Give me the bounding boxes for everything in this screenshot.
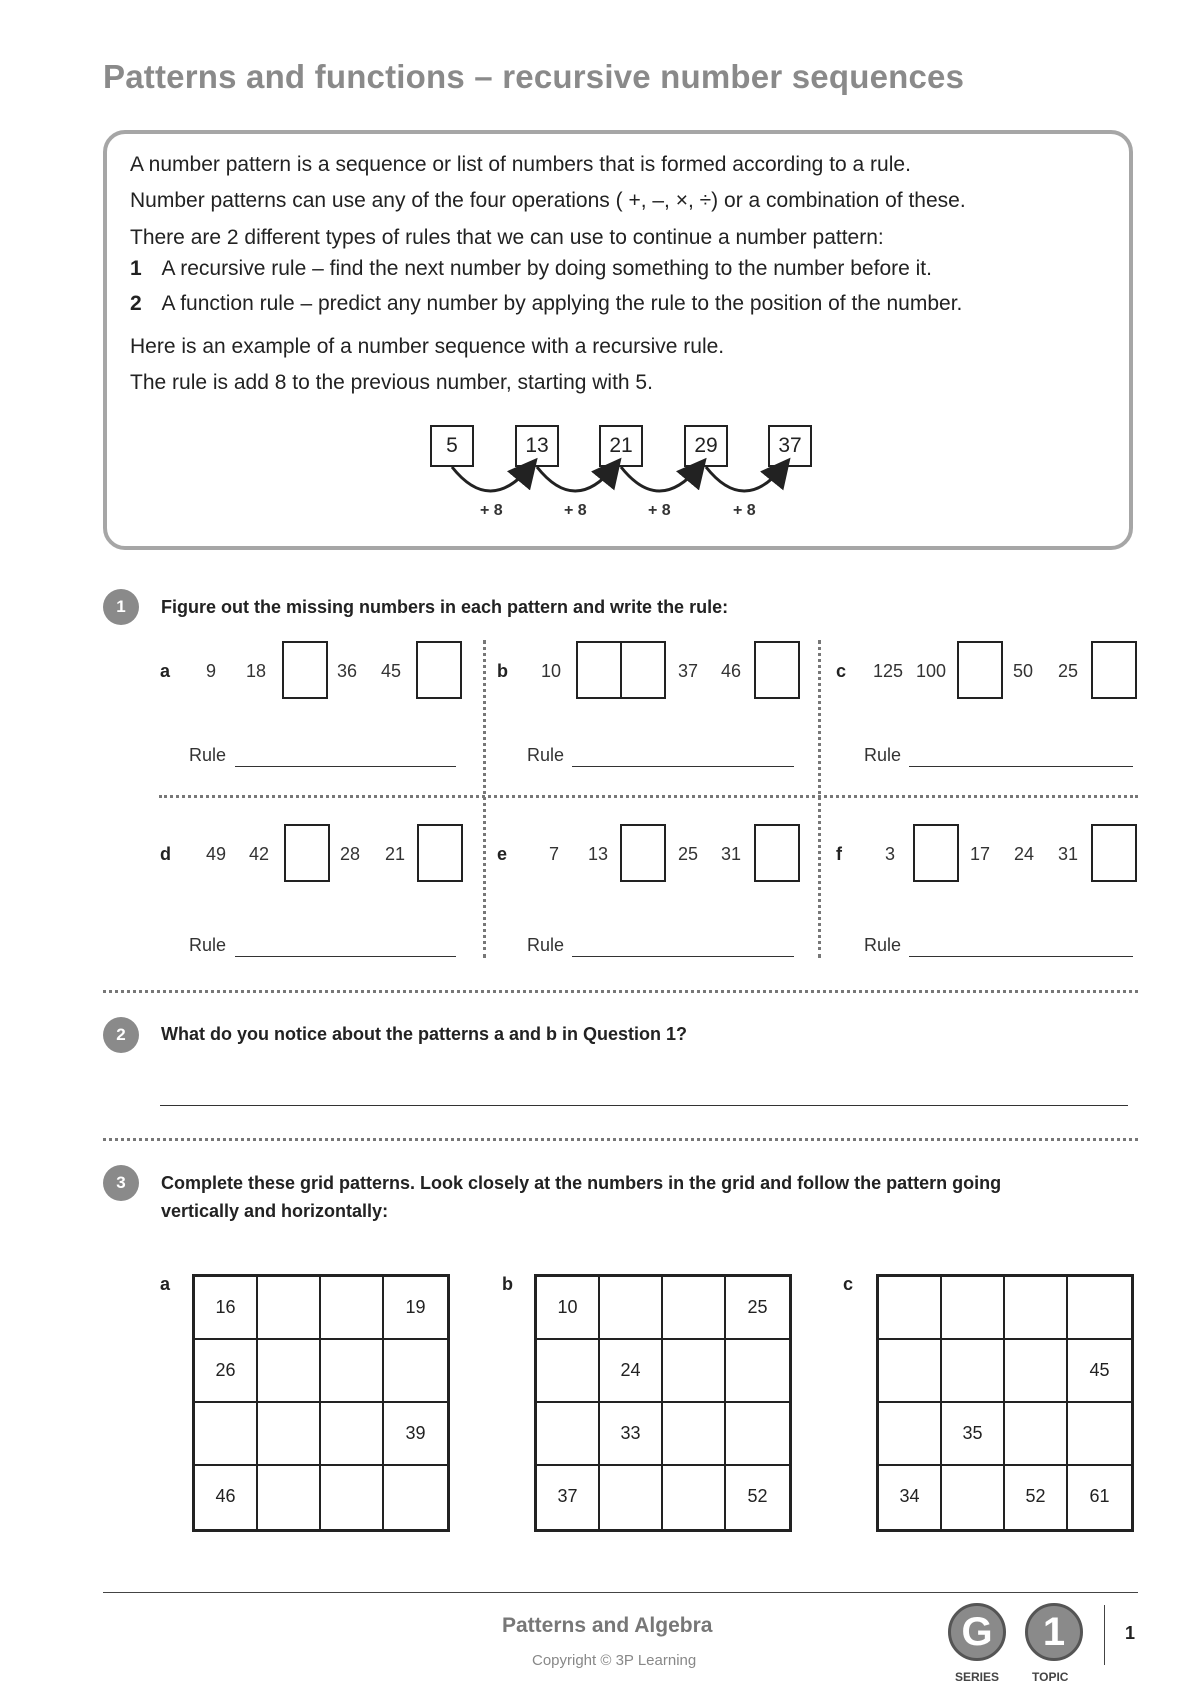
grid-cell: 19 xyxy=(384,1277,447,1340)
intro-line-1: A number pattern is a sequence or list of numbers that is formed according to a rule. xyxy=(130,153,911,176)
pattern-number: 42 xyxy=(249,844,270,864)
answer-box[interactable] xyxy=(913,824,959,882)
sequence-box: 5 xyxy=(430,425,474,467)
rule-label: Rule xyxy=(189,935,227,955)
question-number-1: 1 xyxy=(103,589,139,625)
question-number-3: 3 xyxy=(103,1165,139,1201)
grid-cell[interactable] xyxy=(600,1277,663,1340)
grid-cell[interactable] xyxy=(663,1466,726,1529)
grid-letter: b xyxy=(502,1274,513,1294)
pattern-letter: b xyxy=(497,661,508,681)
example-line-1: Here is an example of a number sequence with a recursive rule. xyxy=(130,335,725,358)
grid-cell[interactable] xyxy=(663,1277,726,1340)
grid-cell[interactable] xyxy=(321,1403,384,1466)
sequence-arrows xyxy=(0,0,1200,560)
example-line-2: The rule is add 8 to the previous number, starting with 5. xyxy=(130,371,653,394)
grid-cell[interactable] xyxy=(537,1340,600,1403)
step-label: + 8 xyxy=(733,502,756,519)
rule-label: Rule xyxy=(527,745,565,765)
grid-cell: 37 xyxy=(537,1466,600,1529)
step-label: + 8 xyxy=(564,502,587,519)
topic-badge-icon: 1 xyxy=(1025,1603,1083,1661)
topic-label: TOPIC xyxy=(1032,1670,1069,1684)
pattern-number: 7 xyxy=(549,844,560,864)
grid-cell: 52 xyxy=(1005,1466,1068,1529)
rule-answer-line[interactable] xyxy=(572,956,794,957)
sequence-box: 29 xyxy=(684,425,728,467)
pattern-letter: d xyxy=(160,844,171,864)
number-grid-b xyxy=(534,1274,792,1532)
grid-cell[interactable] xyxy=(1005,1340,1068,1403)
rule-answer-line[interactable] xyxy=(909,766,1133,767)
answer-box[interactable] xyxy=(576,641,622,699)
pattern-number: 21 xyxy=(385,844,406,864)
divider xyxy=(818,640,821,958)
grid-cell[interactable] xyxy=(1068,1403,1131,1466)
rule-answer-line[interactable] xyxy=(235,766,456,767)
pattern-number: 31 xyxy=(1058,844,1079,864)
answer-box[interactable] xyxy=(620,824,666,882)
grid-cell: 61 xyxy=(1089,1486,1110,1506)
grid-cell: 26 xyxy=(195,1340,258,1403)
pattern-number: 13 xyxy=(588,844,609,864)
grid-letter: c xyxy=(843,1274,854,1294)
grid-cell: 16 xyxy=(195,1277,258,1340)
footer-copyright: Copyright © 3P Learning xyxy=(532,1652,697,1669)
step-label: + 8 xyxy=(480,502,503,519)
pattern-number: 24 xyxy=(1014,844,1035,864)
answer-box[interactable] xyxy=(417,824,463,882)
grid-cell[interactable] xyxy=(1005,1277,1068,1340)
grid-cell[interactable] xyxy=(258,1340,321,1403)
sequence-box: 21 xyxy=(599,425,643,467)
answer-box[interactable] xyxy=(957,641,1003,699)
grid-cell: 39 xyxy=(384,1403,447,1466)
pattern-number: 25 xyxy=(678,844,699,864)
pattern-letter: c xyxy=(836,661,847,681)
pattern-number: 17 xyxy=(970,844,991,864)
rule-label: Rule xyxy=(864,935,902,955)
pattern-letter: a xyxy=(160,661,171,681)
grid-cell[interactable] xyxy=(663,1403,726,1466)
grid-cell: 52 xyxy=(747,1486,768,1506)
pattern-number: 46 xyxy=(721,661,742,681)
grid-cell[interactable] xyxy=(258,1466,321,1529)
arrow-icon xyxy=(621,467,699,491)
pattern-number: 18 xyxy=(246,661,267,681)
grid-cell: 45 xyxy=(1068,1340,1131,1403)
sequence-box: 37 xyxy=(768,425,812,467)
pattern-letter: e xyxy=(497,844,508,864)
sequence-box: 13 xyxy=(515,425,559,467)
answer-line[interactable] xyxy=(160,1105,1128,1106)
grid-cell[interactable] xyxy=(1005,1403,1068,1466)
grid-cell[interactable] xyxy=(726,1403,789,1466)
intro-line-2: Number patterns can use any of the four operations ( +, –, ×, ÷) or a combination of these. xyxy=(130,189,966,212)
pattern-number: 50 xyxy=(1013,661,1034,681)
grid-cell[interactable] xyxy=(537,1403,600,1466)
grid-cell[interactable] xyxy=(726,1340,789,1403)
divider xyxy=(483,640,486,958)
grid-cell[interactable] xyxy=(384,1466,447,1529)
grid-cell[interactable] xyxy=(321,1466,384,1529)
rule-item-text: A function rule – predict any number by applying the rule to the position of the number. xyxy=(161,292,963,315)
answer-box[interactable] xyxy=(284,824,330,882)
divider xyxy=(159,795,1138,798)
grid-cell: 24 xyxy=(600,1340,663,1403)
grid-letter: a xyxy=(160,1274,171,1294)
grid-cell[interactable] xyxy=(879,1403,942,1466)
arrow-icon xyxy=(537,467,614,491)
answer-box[interactable] xyxy=(416,641,462,699)
question-2-prompt: What do you notice about the patterns a and b in Question 1? xyxy=(161,1024,688,1044)
rule-answer-line[interactable] xyxy=(235,956,456,957)
grid-cell[interactable] xyxy=(942,1277,1005,1340)
grid-cell[interactable] xyxy=(879,1340,942,1403)
grid-cell: 10 xyxy=(537,1277,600,1340)
answer-box[interactable] xyxy=(282,641,328,699)
question-3-prompt-line-1: Complete these grid patterns. Look closely at the numbers in the grid and follow the pattern going xyxy=(161,1173,1002,1193)
pattern-number: 9 xyxy=(206,661,217,681)
grid-cell[interactable] xyxy=(879,1277,942,1340)
rule-answer-line[interactable] xyxy=(572,766,794,767)
arrow-icon xyxy=(452,467,530,491)
grid-cell[interactable] xyxy=(942,1340,1005,1403)
answer-box[interactable] xyxy=(754,641,800,699)
grid-cell[interactable] xyxy=(1068,1277,1131,1340)
footer-divider xyxy=(1104,1605,1105,1665)
grid-cell[interactable] xyxy=(258,1277,321,1340)
grid-cell: 34 xyxy=(879,1466,942,1529)
pattern-number: 100 xyxy=(916,661,947,681)
question-1-prompt: Figure out the missing numbers in each pattern and write the rule: xyxy=(161,597,729,617)
grid-cell[interactable] xyxy=(663,1340,726,1403)
question-3-prompt-line-2: vertically and horizontally: xyxy=(161,1201,389,1221)
pattern-number: 37 xyxy=(678,661,699,681)
pattern-number: 3 xyxy=(885,844,896,864)
grid-cell[interactable] xyxy=(600,1466,663,1529)
grid-cell: 35 xyxy=(942,1403,1005,1466)
number-grid-c xyxy=(876,1274,1134,1532)
pattern-number: 45 xyxy=(381,661,402,681)
pattern-number: 36 xyxy=(337,661,358,681)
grid-cell[interactable] xyxy=(384,1340,447,1403)
grid-cell[interactable] xyxy=(258,1403,321,1466)
answer-box[interactable] xyxy=(1091,824,1137,882)
pattern-number: 49 xyxy=(206,844,227,864)
arrow-icon xyxy=(706,467,783,491)
intro-line-3: There are 2 different types of rules that we can use to continue a number pattern: xyxy=(130,226,884,249)
answer-box[interactable] xyxy=(754,824,800,882)
grid-cell: 25 xyxy=(726,1277,789,1340)
number-grid-a xyxy=(192,1274,450,1532)
pattern-number: 10 xyxy=(541,661,562,681)
grid-cell[interactable] xyxy=(321,1277,384,1340)
answer-box[interactable] xyxy=(1091,641,1137,699)
question-number-2: 2 xyxy=(103,1017,139,1053)
section-divider xyxy=(103,990,1138,993)
rule-item-text: A recursive rule – find the next number by doing something to the number before it. xyxy=(161,257,932,280)
footer-subject: Patterns and Algebra xyxy=(502,1614,713,1637)
rule-label: Rule xyxy=(864,745,902,765)
pattern-number: 125 xyxy=(873,661,904,681)
step-label: + 8 xyxy=(648,502,671,519)
grid-cell[interactable] xyxy=(321,1340,384,1403)
grid-cell[interactable] xyxy=(195,1403,258,1466)
rule-item-number: 1 xyxy=(130,257,142,280)
rule-answer-line[interactable] xyxy=(909,956,1133,957)
pattern-number: 28 xyxy=(340,844,361,864)
page-number: 1 xyxy=(1125,1623,1136,1643)
pattern-number: 25 xyxy=(1058,661,1079,681)
rule-item-number: 2 xyxy=(130,292,142,315)
rule-label: Rule xyxy=(189,745,227,765)
section-divider xyxy=(103,1138,1138,1141)
rule-label: Rule xyxy=(527,935,565,955)
series-label: SERIES xyxy=(955,1670,1000,1684)
answer-box[interactable] xyxy=(620,641,666,699)
series-badge-icon: G xyxy=(948,1603,1006,1661)
grid-cell: 46 xyxy=(195,1466,258,1529)
grid-cell[interactable] xyxy=(942,1466,1005,1529)
pattern-letter: f xyxy=(836,844,842,864)
grid-cell: 33 xyxy=(600,1403,663,1466)
page-title: Patterns and functions – recursive number sequences xyxy=(103,58,965,95)
footer-rule xyxy=(103,1592,1138,1593)
pattern-number: 31 xyxy=(721,844,742,864)
